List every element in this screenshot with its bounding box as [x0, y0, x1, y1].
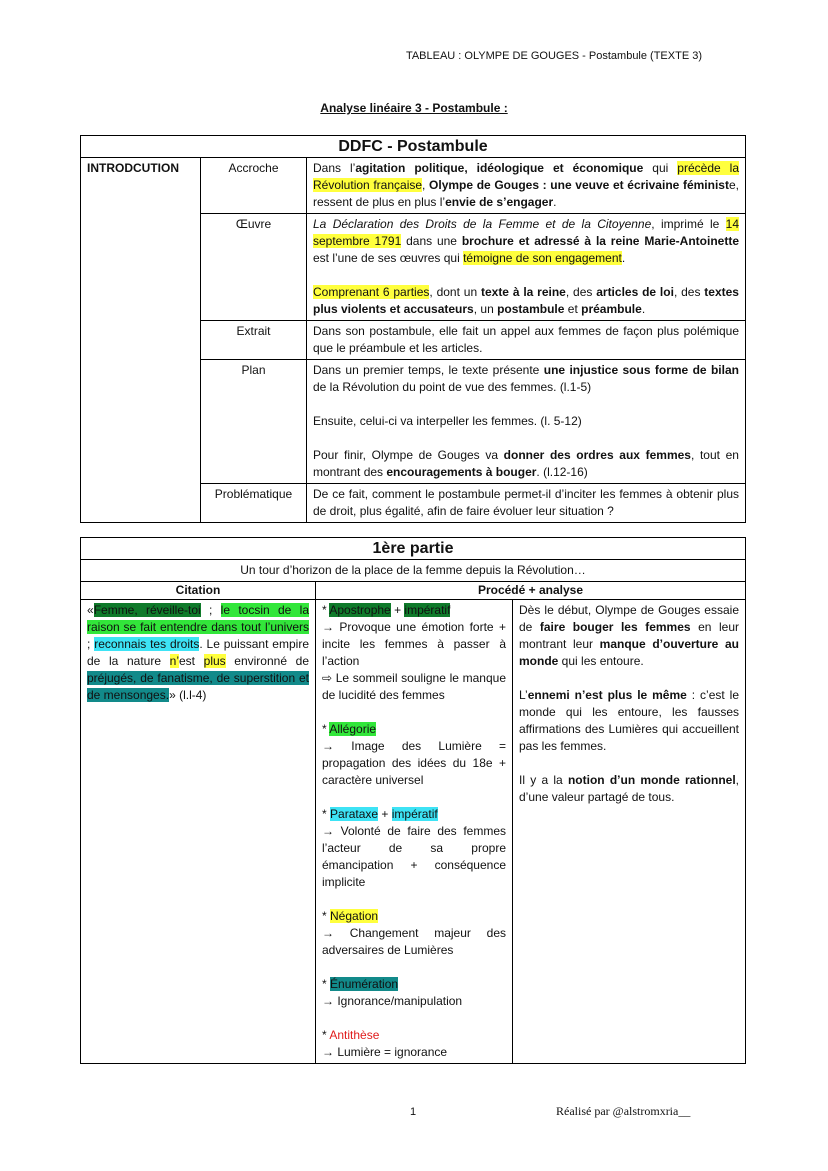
- col-header-citation: Citation: [81, 582, 316, 600]
- document-title: Analyse linéaire 3 - Postambule :: [320, 101, 508, 115]
- row-label-extrait: Extrait: [201, 321, 307, 360]
- analyse-text: Dès le début, Olympe de Gouges essaie de faire bouger les femmes en leur montrant leur manque d’ouverture au monde qui les entoure. L’ennemi n’est plus le même : c’est le monde qui les entoure, les fausses affirmations des Lumières qui accueillent pas les femmes. Il y a la notion d’un monde rationnel, d’une valeur partagé de tous.: [513, 600, 746, 1064]
- procede-antithese: * Antithèse: [322, 1028, 380, 1042]
- oeuvre-text: La Déclaration des Droits de la Femme et de la Citoyenne, imprimé le 14 septembre 1791 dans une brochure et adressé à la reine Marie-Antoinette est l’une de ses œuvres qui témoigne de son engagement. Comprenant 6 parties, dont un texte à la reine, des articles de loi, des textes plus violents et accusateurs, un postambule et préambule.: [307, 214, 746, 321]
- procede-negation: * Négation: [322, 909, 379, 923]
- part1-subtitle: Un tour d’horizon de la place de la femme depuis la Révolution…: [81, 560, 746, 582]
- author-credit: Réalisé par @alstromxria__: [556, 1104, 691, 1118]
- extrait-text: Dans son postambule, elle fait un appel aux femmes de façon plus polémique que le préambule et les articles.: [307, 321, 746, 360]
- citation-text: «Femme, réveille-toi ; le tocsin de la raison se fait entendre dans tout l’univers ; reconnais tes droits. Le puissant empire de la nature n’est plus environné de préjugés, de fanatisme, de superstition et de mensonges.» (l.l-4): [81, 600, 316, 1064]
- procede-enumeration: * Énumération: [322, 977, 399, 991]
- intro-table: [80, 135, 746, 523]
- problematique-text: De ce fait, comment le postambule permet-il d’inciter les femmes à obtenir plus de droit, plus égalité, afin de faire évoluer leur situation ?: [307, 484, 746, 523]
- row-label-accroche: Accroche: [201, 158, 307, 214]
- part1-table: [80, 537, 746, 1064]
- procedes-list: * Apostrophe + impératif → Provoque une émotion forte + incite les femmes à passer à l’action ⇨ Le sommeil souligne le manque de lucidité des femmes * Allégorie → Image des Lumière = propagation des idées du 18e + caractère universel * Parataxe + impératif → Volonté de faire des femmes l’acteur de sa propre émancipation + conséquence implicite * Négation → Changement majeur des adversaires de Lumières * Énumération → Ignorance/manipulation * Antithèse → Lumière = ignorance: [316, 600, 513, 1064]
- accroche-text: Dans l’agitation politique, idéologique et économique qui précède la Révolution française, Olympe de Gouges : une veuve et écrivaine féministe, ressent de plus en plus l’envie de s’engager.: [307, 158, 746, 214]
- intro-table-title: DDFC - Postambule: [81, 136, 746, 158]
- procede-parataxe: * Parataxe + impératif: [322, 807, 438, 821]
- part1-title: 1ère partie: [81, 538, 746, 560]
- section-label: INTRODCUTION: [81, 158, 201, 523]
- col-header-procede: Procédé + analyse: [316, 582, 746, 600]
- procede-apostrophe: * Apostrophe + impératif: [322, 603, 451, 617]
- page-header: TABLEAU : OLYMPE DE GOUGES - Postambule (TEXTE 3): [405, 50, 702, 62]
- row-label-problematique: Problématique: [201, 484, 307, 523]
- row-label-plan: Plan: [201, 360, 307, 484]
- procede-allegorie: * Allégorie: [322, 722, 377, 736]
- plan-text: Dans un premier temps, le texte présente une injustice sous forme de bilan de la Révolution du point de vue des femmes. (l.1-5) Ensuite, celui-ci va interpeller les femmes. (l. 5-12) Pour finir, Olympe de Gouges va donner des ordres aux femmes, tout en montrant des encouragements à bouger. (l.12-16): [307, 360, 746, 484]
- row-label-oeuvre: Œuvre: [201, 214, 307, 321]
- page-number: 1: [410, 1106, 417, 1118]
